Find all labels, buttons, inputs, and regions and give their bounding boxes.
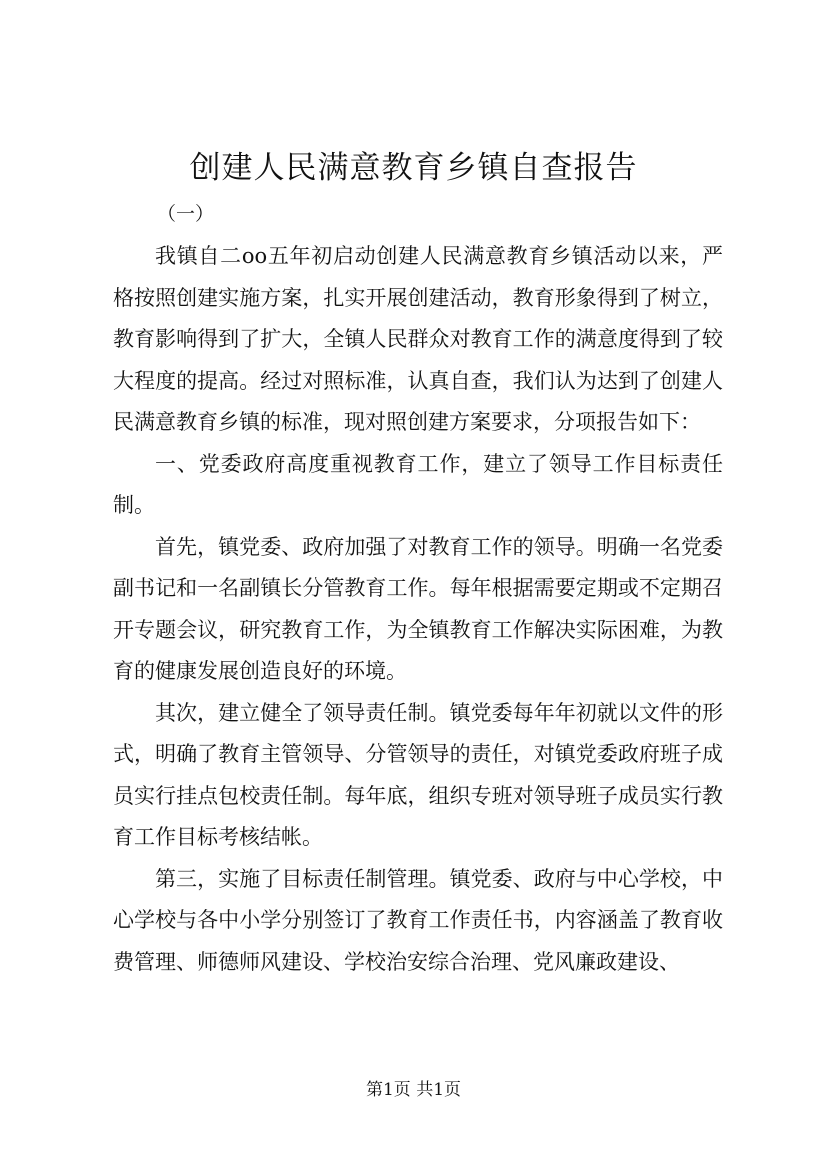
paragraph: 我镇自二oo五年初启动创建人民满意教育乡镇活动以来，严格按照创建实施方案，扎实开展创建活动，教育形象得到了树立，教育影响得到了扩大，全镇人民群众对教育工作的满意度得到了较大程度的提高。经过对照标准，认真自查，我们认为达到了创建人民满意教育乡镇的标准，现对照创建方案要求，分项报告如下： [113,244,723,434]
document-title: 创建人民满意教育乡镇自查报告 [189,150,638,186]
paragraph: 一、党委政府高度重视教育工作，建立了领导工作目标责任制。 [113,451,723,517]
paragraph: 第三，实施了目标责任制管理。镇党委、政府与中心学校，中心学校与各中小学分别签订了教育工作责任书，内容涵盖了教育收费管理、师德师风建设、学校治安综合治理、党风廉政建设、 [113,866,723,974]
paragraph: 其次，建立健全了领导责任制。镇党委每年年初就以文件的形式，明确了教育主管领导、分管领导的责任，对镇党委政府班子成员实行挂点包校责任制。每年底，组织专班对领导班子成员实行教育工作目标考核结帐。 [113,700,723,849]
section-number: （一） [157,203,215,225]
document-body [113,236,723,983]
paragraph: 首先，镇党委、政府加强了对教育工作的领导。明确一名党委副书记和一名副镇长分管教育工作。每年根据需要定期或不定期召开专题会议，研究教育工作，为全镇教育工作解决实际困难，为教育的健康发展创造良好的环境。 [113,534,723,683]
page-footer: 第1页 共1页 [365,1080,462,1100]
